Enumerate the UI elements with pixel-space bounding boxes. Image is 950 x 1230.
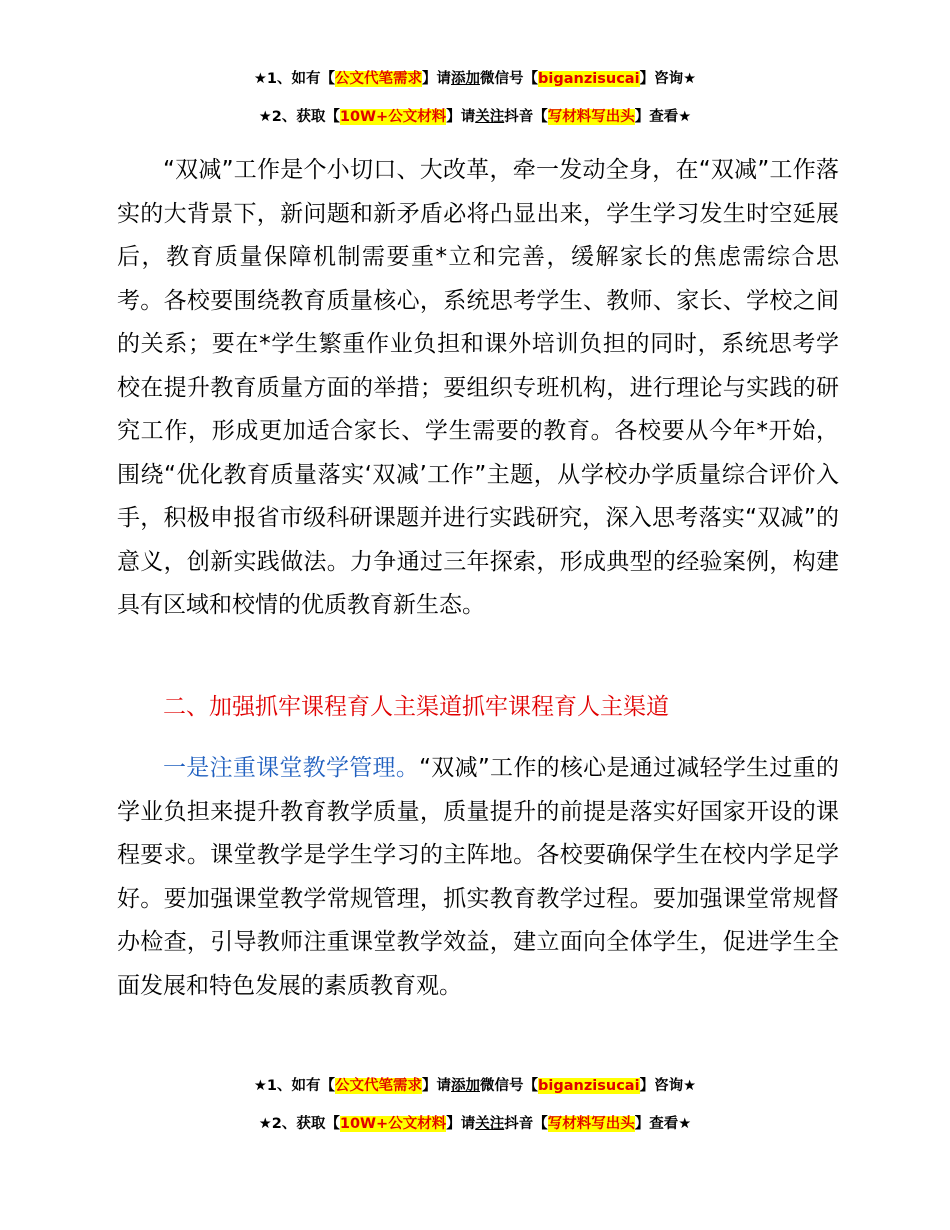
banner-highlight: 10W+公文材料 [339, 109, 447, 125]
banner-text: 微信号【 [480, 71, 539, 87]
banner-highlight: 10W+公文材料 [339, 1116, 447, 1132]
banner-underlined: 关注 [475, 109, 505, 125]
banner-highlight: 写材料写出头 [547, 1116, 635, 1132]
banner-text: 抖音【 [504, 1116, 548, 1132]
top-banner-line-1 [0, 69, 950, 89]
banner-text: 】请 [446, 1116, 476, 1132]
bottom-banner-line-2 [0, 1114, 950, 1134]
banner-text: ★2、获取【 [258, 109, 340, 125]
banner-text: 】请 [422, 71, 452, 87]
banner-text: 】查看★ [634, 1116, 692, 1132]
bottom-banner-line-1 [0, 1076, 950, 1096]
banner-text: ★1、如有【 [253, 71, 336, 87]
banner-text: 微信号【 [480, 1078, 539, 1094]
banner-text: 】请 [446, 109, 476, 125]
banner-underlined: 关注 [475, 1116, 505, 1132]
banner-text: ★1、如有【 [253, 1078, 336, 1094]
body-paragraph-1: “双减”工作是个小切口、大改革，牵一发动全身，在“双减”工作落实的大背景下，新问题和新矛盾必将凸显出来，学生学习发生时空延展后，教育质量保障机制需要重*立和完善，缓解家长的焦虑需综合思考。各校要围绕教育质量核心，系统思考学生、教师、家长、学校之间的关系；要在*学生繁重作业负担和课外培训负担的同时，系统思考学校在提升教育质量方面的举措；要组织专班机构，进行理论与实践的研究工作，形成更加适合家长、学生需要的教育。各校要从今年*开始，围绕“优化教育质量落实‘双减’工作”主题，从学校办学质量综合评价入手，积极申报省市级科研课题并进行实践研究，深入思考落实“双减”的意义，创新实践做法。力争通过三年探索，形成典型的经验案例，构建具有区域和校情的优质教育新生态。 [117, 157, 839, 618]
banner-highlight: 公文代笔需求 [335, 71, 423, 87]
banner-underlined: 添加 [451, 1078, 481, 1094]
paragraph-lead: 一是注重课堂教学管理。 [163, 755, 420, 781]
banner-text: 】查看★ [634, 109, 692, 125]
banner-text: 抖音【 [504, 109, 548, 125]
banner-text: 】咨询★ [639, 1078, 697, 1094]
banner-highlight: 公文代笔需求 [335, 1078, 423, 1094]
banner-highlight: biganzisucai [538, 71, 640, 87]
banner-text: ★2、获取【 [258, 1116, 340, 1132]
section-heading: 二、加强抓牢课程育人主渠道抓牢课程育人主渠道 [163, 694, 669, 720]
top-banner-line-2 [0, 107, 950, 127]
banner-highlight: biganzisucai [538, 1078, 640, 1094]
banner-underlined: 添加 [451, 71, 481, 87]
banner-highlight: 写材料写出头 [547, 109, 635, 125]
banner-text: 】咨询★ [639, 71, 697, 87]
body-paragraph-2 [117, 747, 839, 1008]
banner-text: 】请 [422, 1078, 452, 1094]
paragraph-text: “双减”工作的核心是通过减轻学生过重的学业负担来提升教育教学质量，质量提升的前提是落实好国家开设的课程要求。课堂教学是学生学习的主阵地。各校要确保学生在校内学足学好。要加强课堂教学常规管理，抓实教育教学过程。要加强课堂常规督办检查，引导教师注重课堂教学效益，建立面向全体学生，促进学生全面发展和特色发展的素质教育观。 [117, 755, 839, 999]
